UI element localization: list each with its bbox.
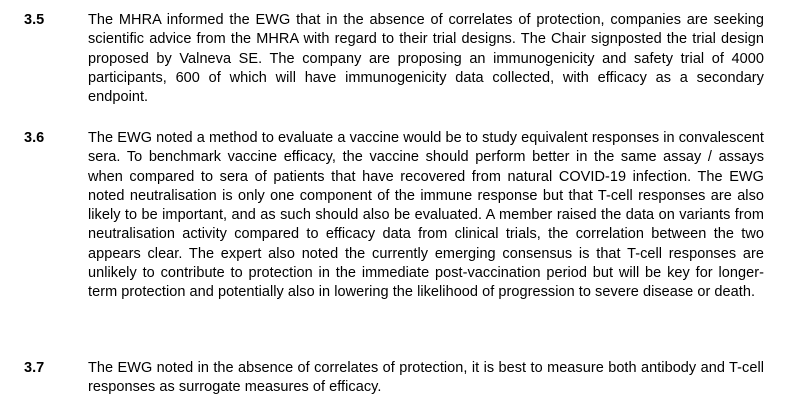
section-paragraph: The EWG noted a method to evaluate a vaccine would be to study equivalent responses in convalescent sera. To benchmark vaccine efficacy, the vaccine should perform better in the same assay / assays when compared to sera of patients that have recovered from natural COVID-19 infection. The EWG noted neutralisation is only one component of the immune response but that T-cell responses are also likely to be important, and as such should also be evaluated. A member raised the data on variants from neutralisation activity compared to efficacy data from clinical trials, the correlation between the two appears clear. The expert also noted the currently emerging consensus is that T-cell responses are unlikely to contribute to protection in the immediate post-vaccination period but will be key for longer-term protection and potentially also in lowering the likelihood of progression to severe disease or death. [88,130,764,301]
section-number: 3.5 [24,12,45,28]
section-number: 3.7 [24,360,45,376]
section-paragraph: The EWG noted in the absence of correlates of protection, it is best to measure both antibody and T-cell responses as surrogate measures of efficacy. [88,360,764,396]
section-number: 3.6 [24,130,45,146]
section-paragraph: The MHRA informed the EWG that in the absence of correlates of protection, companies are seeking scientific advice from the MHRA with regard to their trial designs. The Chair signposted the trial design proposed by Valneva SE. The company are proposing an immunogenicity and safety trial of 4000 participants, 600 of which will have immunogenicity data collected, with efficacy as a secondary endpoint. [88,12,764,106]
